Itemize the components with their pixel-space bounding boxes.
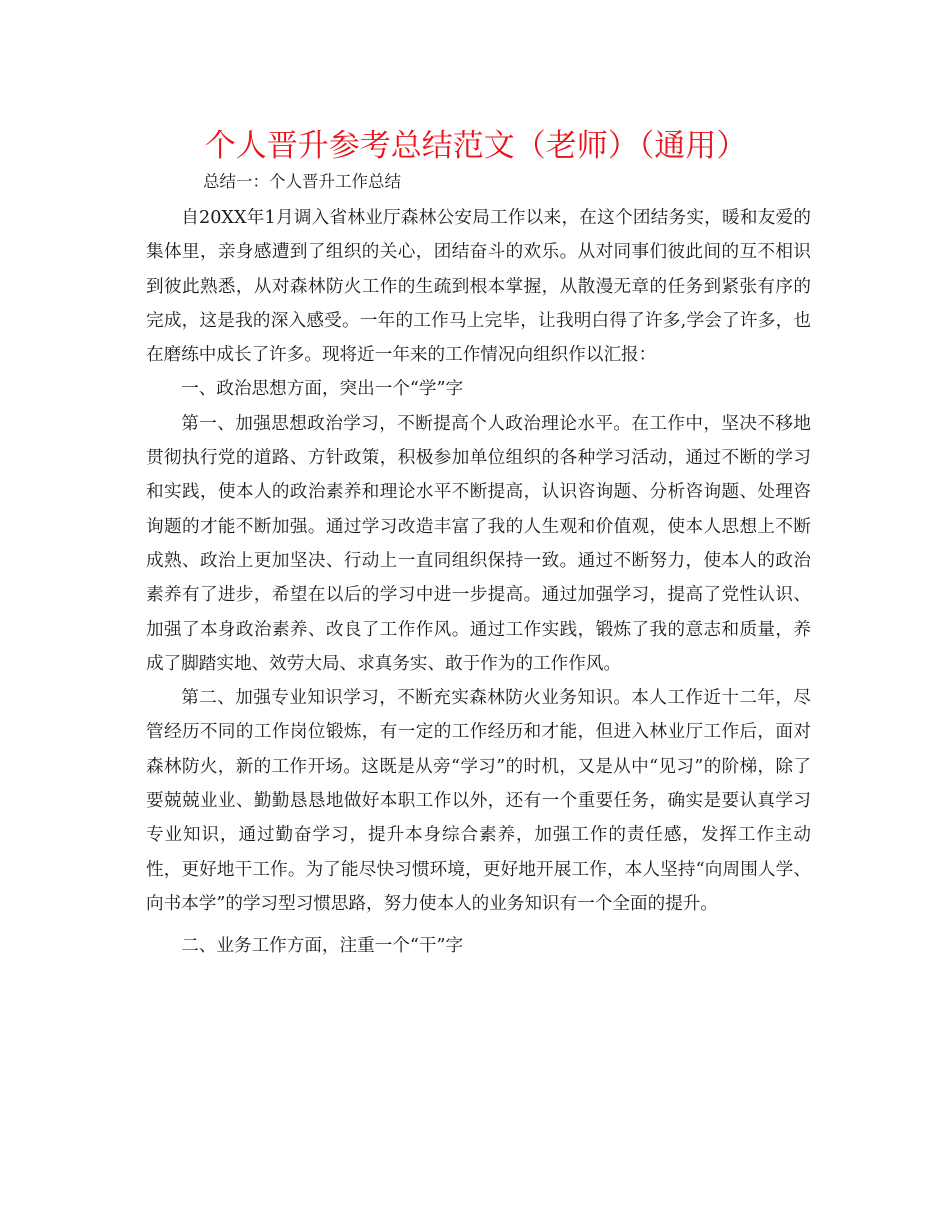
document-body xyxy=(146,201,811,964)
paragraph-intro: 自20XX年1月调入省林业厅森林公安局工作以来，在这个团结务实，暖和友爱的集体里，亲身感遭到了组织的关心，团结奋斗的欢乐。从对同事们彼此间的互不相识到彼此熟悉，从对森林防火工作的生疏到根本掌握，从散漫无章的任务到紧张有序的完成，这是我的深入感受。一年的工作马上完毕，让我明白得了许多,学会了许多，也在磨练中成长了许多。现将近一年来的工作情况向组织作以汇报： xyxy=(146,208,811,366)
section-heading-political: 一、政治思想方面，突出一个“学”字 xyxy=(181,379,464,400)
paragraph-political-study: 第一、加强思想政治学习，不断提高个人政治理论水平。在工作中，坚决不移地贯彻执行党的道路、方针政策，积极参加单位组织的各种学习活动，通过不断的学习和实践，使本人的政治素养和理论水平不断提高，认识咨询题、分析咨询题、处理咨询题的才能不断加强。通过学习改造丰富了我的人生观和价值观，使本人思想上不断成熟、政治上更加坚决、行动上一直同组织保持一致。通过不断努力，使本人的政治素养有了进步，希望在以后的学习中进一步提高。通过加强学习，提高了党性认识、加强了本身政治素养、改良了工作作风。通过工作实践，锻炼了我的意志和质量，养成了脚踏实地、效劳大局、求真务实、敢于作为的工作作风。 xyxy=(146,413,811,674)
document-subtitle: 总结一：个人晋升工作总结 xyxy=(203,172,401,191)
paragraph-professional-study: 第二、加强专业知识学习，不断充实森林防火业务知识。本人工作近十二年，尽管经历不同的工作岗位锻炼，有一定的工作经历和才能，但进入林业厅工作后，面对森林防火，新的工作开场。这既是从旁“学习”的时机，又是从中“见习”的阶梯，除了要兢兢业业、勤勤恳恳地做好本职工作以外，还有一个重要任务，确实是要认真学习专业知识，通过勤奋学习，提升本身综合素养，加强工作的责任感，发挥工作主动性，更好地干工作。为了能尽快习惯环境，更好地开展工作，本人坚持“向周围人学、向书本学”的学习型习惯思路，努力使本人的业务知识有一个全面的提升。 xyxy=(146,688,811,914)
document-title: 个人晋升参考总结范文（老师）（通用） xyxy=(204,128,748,164)
section-heading-business: 二、业务工作方面，注重一个“干”字 xyxy=(181,936,464,957)
